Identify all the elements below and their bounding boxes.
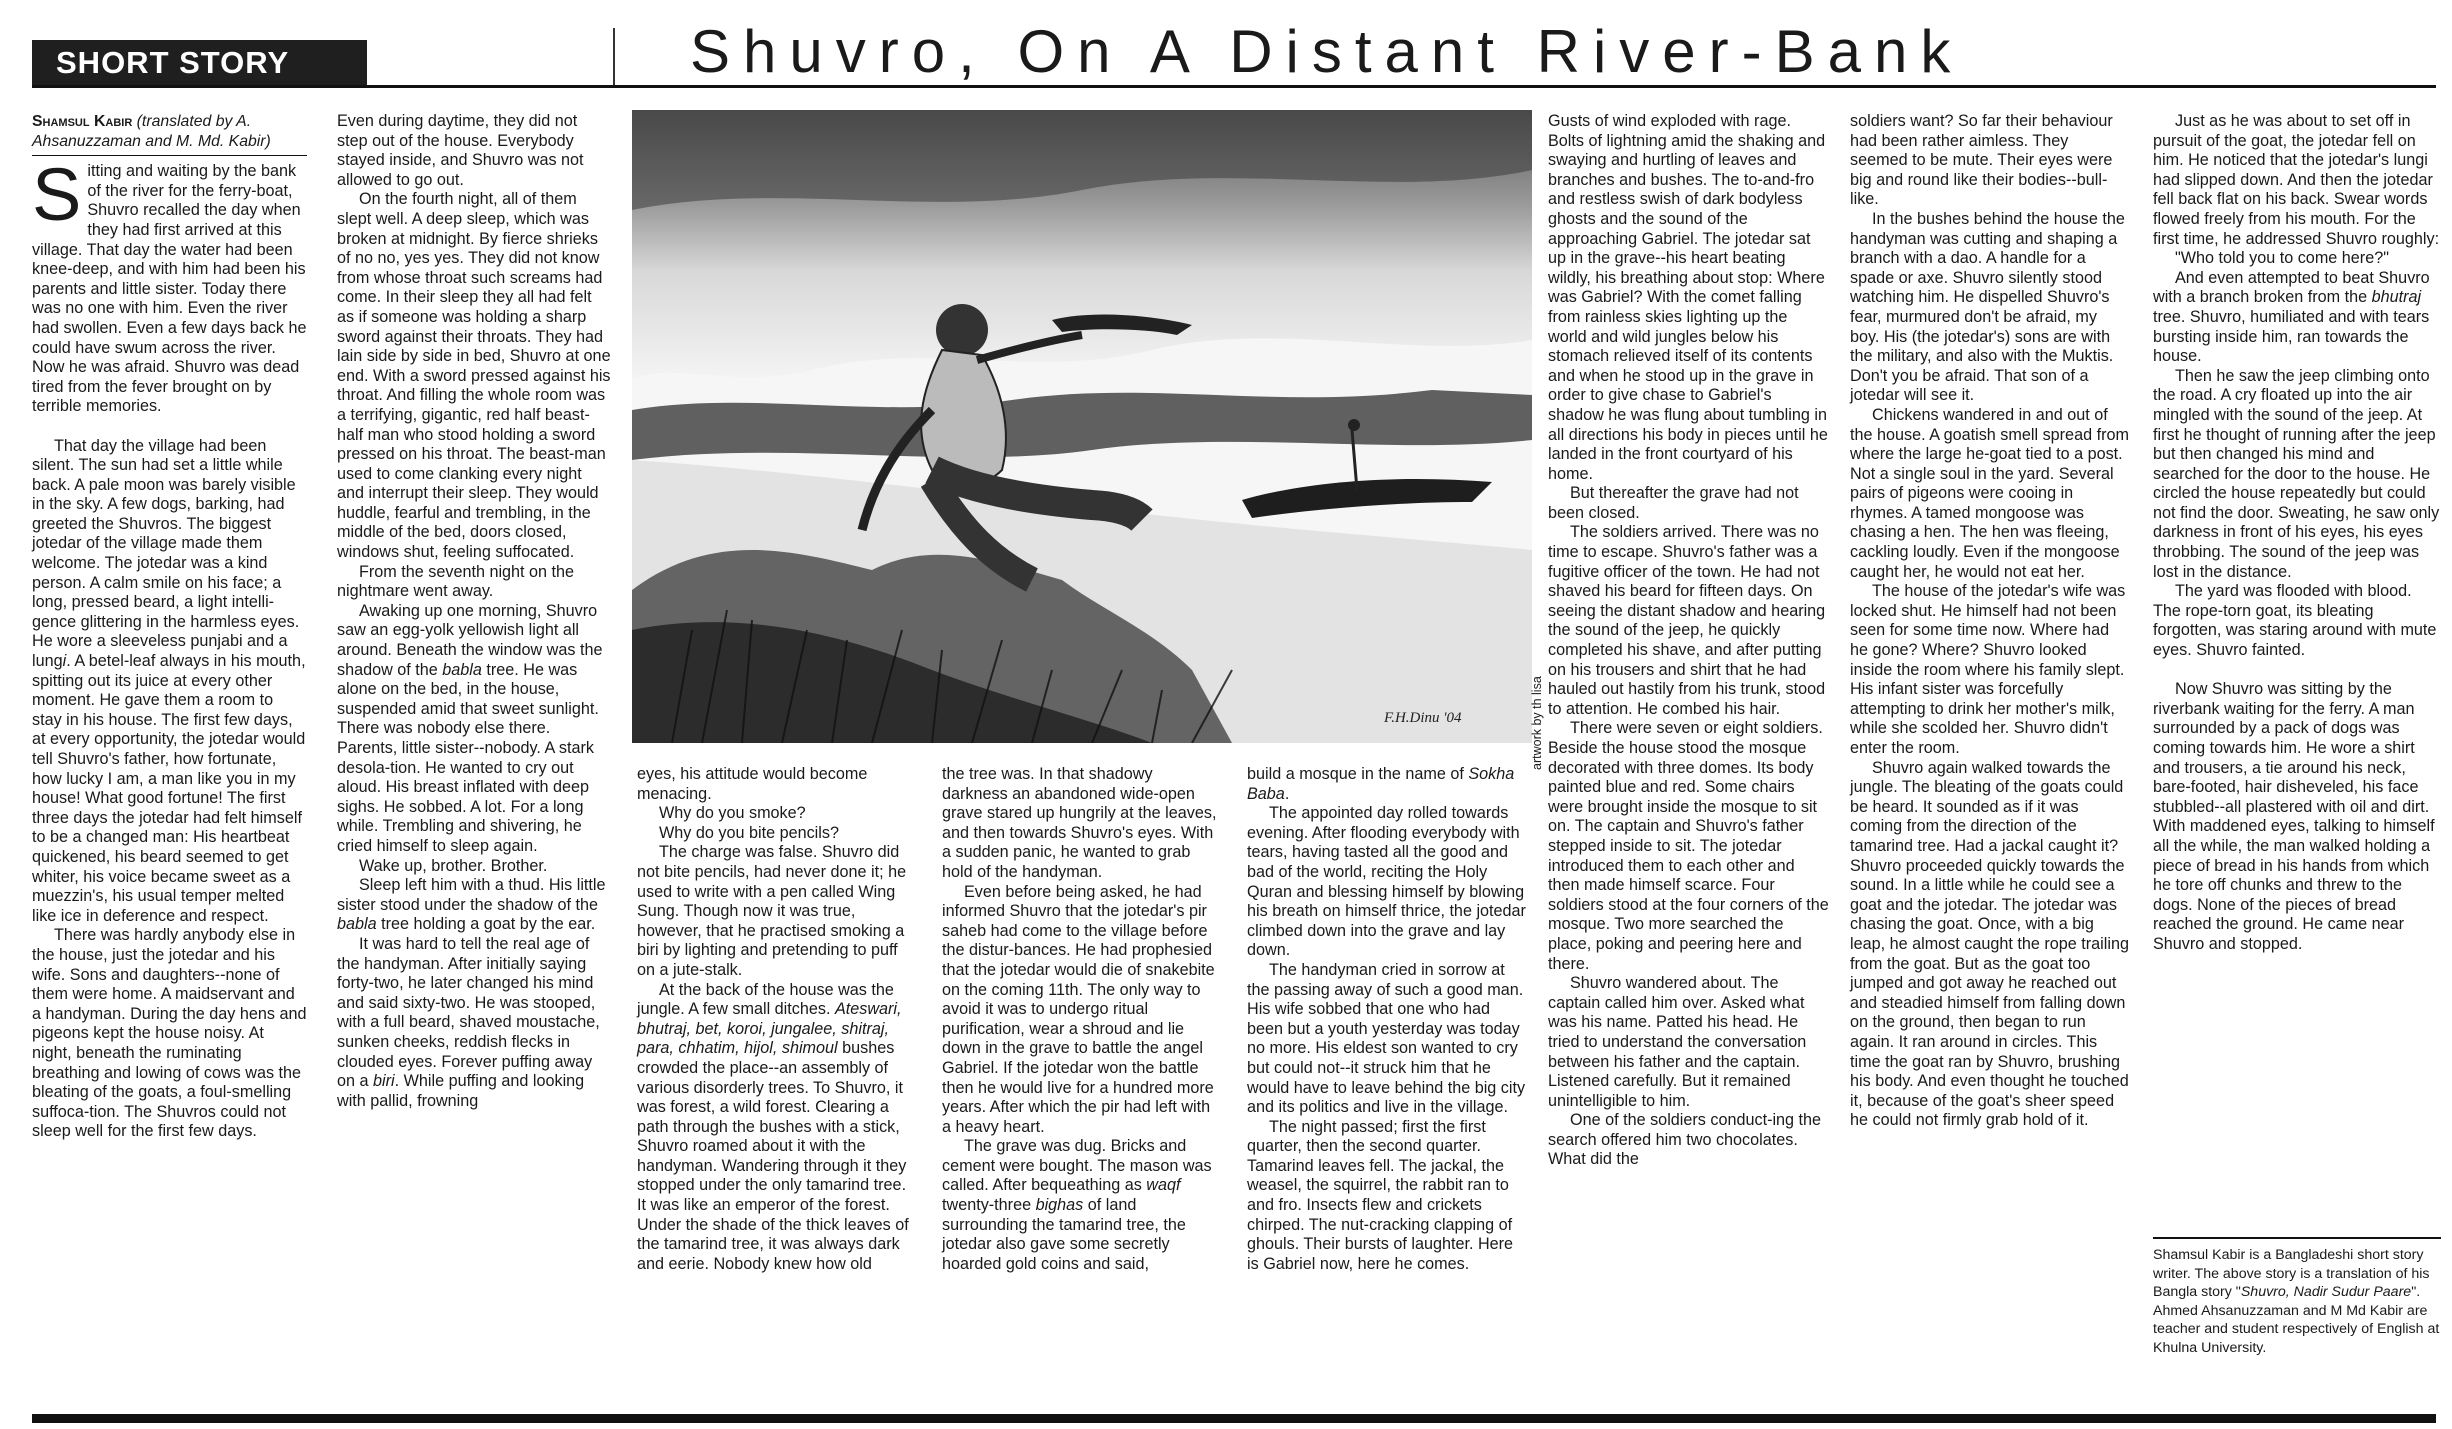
paragraph: The night passed; first the first quarter, then the second quarter. Tamarind leaves fell. The jackal, the weasel, the squirrel, the rabbit ran to and fro. Insects flew and crickets chirped. The nut-cracking clapping of ghouls. Their bursts of laughter. Here is Gabriel now, here he comes. [1247, 1117, 1514, 1273]
paragraph: There was hardly anybody else in the house, just the jotedar and his wife. Sons and daughters--none of them were home. A maidservant and a handyman. During the day hens and pigeons kept the house noisy. At night, beneath the ruminating breathing and lowing of cows was the bleating of the goats, a foul-smelling suffoca-tion. The Shuvros could not sleep well for the first few days. [32, 926, 307, 1141]
paragraph: Sleep left him with a thud. His little sister stood under the shadow of the babla tree holding a goat by the ear. [337, 876, 606, 934]
paragraph: The appointed day rolled towards evening. After flooding everybody with tears, having tasted all the good and bad of the world, reciting the Holy Quran and blessing himself by blowing his breath on himself thrice, the jotedar climbed down into the grave and lay down. [1247, 804, 1526, 960]
paragraph: On the fourth night, all of them slept well. A deep sleep, which was broken at midnight. By fierce shrieks of no no, yes yes. They did not know from whose throat such screams had come. In their sleep they all had felt as if someone was holding a sharp sword against their throats. They had lain side by side in bed, Shuvro at one end. With a sword pressed against his throat. And filling the whole room was a terrifying, gigantic, red half beast-half man who stood holding a sword pressed on his throat. The beast-man used to come clanking every night and interrupt their sleep. They would huddle, fearful and trembling, in the middle of the bed, doors closed, windows shut, feeling suffocated. [337, 190, 611, 562]
paragraph: the tree was. In that shadowy darkness an abandoned wide-open grave stared up hungrily at the leaves, and then towards Shuvro's eyes. With a sudden panic, he wanted to grab hold of the handyman. [942, 765, 1217, 881]
paragraph: Shuvro again walked towards the jungle. The bleating of the goats could be heard. It sounded as if it was coming from the direction of the tamarind tree. Had a jackal caught it? Shuvro proceeded quickly towards the sound. In a little while he could see a goat and the jotedar. The jotedar was chasing the goat. Once, with a big leap, he almost caught the rope trailing from the goat. But as the goat too jumped and got away he reached out and steadied himself from falling down on the ground, then began to run again. It ran around in circles. This time the goat ran by Shuvro, brushing his body. And even thought he touched it, because of the goat's sheer speed he could not firmly grab hold of it. [1850, 758, 2129, 1130]
column-4 [942, 765, 1222, 1274]
paragraph: Even during daytime, they did not step out of the house. Everybody stayed inside, and Shuvro was not allowed to go out. [337, 112, 584, 189]
paragraph: The house of the jotedar's wife was locked shut. He himself had not been seen for some time now. Where had he gone? Where? Shuvro looked inside the room where his family slept. His infant sister was forcefully attempting to drink her mother's milk, while she scolded her. Shuvro didn't enter the room. [1850, 582, 2126, 757]
artwork-credit: artwork by th lisa [1530, 676, 1544, 770]
paragraph: The handyman cried in sorrow at the passing away of such a good man. His wife sobbed that one who had been but a youth yesterday was today no more. His eldest son wanted to cry but could not--it struck him that he would have to leave behind the big city and its politics and live in the village. [1247, 960, 1526, 1117]
paragraph: The soldiers arrived. There was no time to escape. Shuvro's father was a fugitive officer of the town. He had not shaved his beard for fifteen days. On seeing the distant shadow and hearing the sound of the jeep, he quickly completed his shave, and after putting on his trousers and shirt that he had hauled out hastily from his trunk, stood to attention. He combed his hair. [1548, 523, 1826, 718]
bio-rule [2153, 1237, 2441, 1239]
paragraph: Shuvro wandered about. The captain called him over. Asked what was his name. Patted his head. He tried to understand the conversation between his father and the captain. Listened carefully. But it remained unintelligible to him. [1548, 974, 1807, 1110]
paragraph: Awaking up one morning, Shuvro saw an egg-yolk yellowish light all around. Beneath the window was the shadow of the babla tree. He was alone on the bed, in the house, suspended amid that sweet sunlight. There was nobody else there. Parents, little sister--nobody. A stark desola-tion. He wanted to cry out aloud. His breast inflated with deep sighs. He sobbed. A lot. For a long while. Trembling and shivering, he cried himself to sleep again. [337, 601, 603, 855]
column-1 [32, 112, 307, 1142]
column-7 [1850, 112, 2130, 1131]
paragraph: Then he saw the jeep climbing onto the road. A cry floated up into the air mingled with the sound of the jeep. At first he thought of running after the jeep but then changed his mind and searched for the door to the house. He circled the house repeatedly but could not find the door. Sweating, he saw only darkness in front of his eyes, his eyes throbbing. The sound of the jeep was lost in the distance. [2153, 366, 2440, 581]
paragraph: Even before being asked, he had informed Shuvro that the jotedar's pir saheb had come to the village before the distur-bances. He had prophesied that the jotedar would die of snakebite on the coming 11th. The only way to avoid it was to undergo ritual purification, wear a shroud and lie down in the grave to battle the angel Gabriel. If the jotedar won the battle then he would live for a hundred more years. After which the pir had left with a heavy heart. [942, 882, 1215, 1136]
byline [32, 112, 307, 156]
column-5 [1247, 765, 1527, 1274]
top-rule [32, 85, 2436, 88]
paragraph: Chickens wandered in and out of the house. A goatish smell spread from where the large he-goat tied to a post. Not a single soul in the yard. Several pairs of pigeons were cooing in rhymes. A tamed mongoose was chasing a hen. The hen was fleeing, cackling loudly. Even if the mongoose caught her, he would not eat her. [1850, 405, 2129, 581]
paragraph: From the seventh night on the nightmare went away. [337, 562, 575, 601]
paragraph: Why do you bite pencils? [659, 823, 839, 842]
column-6 [1548, 112, 1830, 1170]
column-2 [337, 112, 612, 1111]
paragraph: "Who told you to come here?" [2175, 249, 2389, 268]
paragraph: Now Shuvro was sitting by the riverbank waiting for the ferry. A man surrounded by a pack of dogs was coming towards him. He wore a shirt and trousers, a tie around his neck, bare-footed, hair disheveled, his face stubbled--all plastered with oil and dirt. With maddened eyes, talking to himself all the while, the man walked holding a piece of bread in his hands from which he tore off chunks and threw to the dogs. None of the pieces of bread reached the ground. He came near Shuvro and stopped. [2153, 680, 2435, 953]
artist-signature: F.H.Dinu '04 [1384, 710, 1462, 726]
byline-author: Shamsul Kabir [32, 113, 133, 130]
column-3 [637, 765, 917, 1274]
paragraph: The yard was flooded with blood. The rope-torn goat, its bleating forgotten, was staring around with mute eyes. Shuvro fainted. [2153, 582, 2437, 660]
paragraph: Just as he was about to set off in pursuit of the goat, the jotedar fell on him. He noticed that the jotedar's lungi had slipped down. And then the jotedar fell back flat on his back. Swear words flowed freely from his mouth. For the first time, he addressed Shuvro roughly: [2153, 112, 2440, 248]
paragraph: Sitting and waiting by the bank of the river for the ferry-boat, Shuvro recalled the day when they had first arrived at this village. That day the water had been knee-deep, and with him had been his parents and little sister. Today there was no one with him. Even the river had swollen. Even a few days back he could have swum across the river. Now he was afraid. Shuvro was dead tired from the fever brought on by terrible memories. [32, 153, 307, 416]
header-divider [613, 28, 615, 86]
paragraph: But thereafter the grave had not been closed. [1548, 484, 1799, 522]
paragraph: That day the village had been silent. The sun had set a little while back. A pale moon was barely visible in the sky. A few dogs, barking, had greeted the Shuvros. The biggest jotedar of the village made them welcome. The jotedar was a kind person. A calm smile on his face; a long, pressed beard, a light intelli-gence glittering in the harmless eyes. He wore a sleeveless punjabi and a lungi. A betel-leaf always in his mouth, spitting out its juice at every other moment. He gave them a room to stay in his house. The first few days, at every opportunity, the jotedar would tell Shuvro's father, how fortunate, how lucky I am, a man like you in my house! What good fortune! The first three days the jotedar had felt himself to be a changed man: His heartbeat quickened, his beard seemed to get whiter, his voice became sweet as a muezzin's, his usual temper melted like ice in deference and respect. [32, 436, 306, 925]
byline-translator: (translated by A. Ahsanuzzaman and M. Md. Kabir) [32, 113, 271, 150]
paragraph: At the back of the house was the jungle. A few small ditches. Ateswari, bhutraj, bet, koroi, jungalee, shitraj, para, chhatim, hijol, shimoul bushes crowded the place--an assembly of various disorderly trees. To Shuvro, it was forest, a wild forest. Clearing a path through the bushes with a stick, Shuvro roamed about it with the handyman. Wandering through it they stopped under the only tamarind tree. It was like an emperor of the forest. Under the shade of the thick leaves of the tamarind tree, it was always dark and eerie. Nobody knew how old [637, 980, 909, 1273]
paragraph: Why do you smoke? [659, 804, 806, 823]
bottom-rule [32, 1414, 2436, 1423]
paragraph: One of the soldiers conduct-ing the search offered him two chocolates. What did the [1548, 1111, 1822, 1169]
paragraph: It was hard to tell the real age of the handyman. After initially saying forty-two, he later changed his mind and said sixty-two. He was stooped, with a full beard, shaved moustache, sunken cheeks, reddish flecks in clouded eyes. Forever puffing away on a biri. While puffing and looking with pallid, frowning [337, 934, 600, 1110]
story-illustration [632, 110, 1532, 743]
paragraph: eyes, his attitude would become menacing. [637, 765, 868, 803]
paragraph: The grave was dug. Bricks and cement were bought. The mason was called. After bequeathing as waqf twenty-three bighas of land surrounding the tamarind tree, the jotedar also gave some secretly hoarded gold coins and said, [942, 1137, 1212, 1273]
drop-cap: S [32, 153, 82, 237]
column-8 [2153, 112, 2441, 955]
headline: Shuvro, On A Distant River-Bank [690, 18, 1964, 85]
paragraph: Gusts of wind exploded with rage. Bolts of lightning amid the shaking and swaying and hurtling of leaves and branches and bushes. The to-and-fro and restless swish of dark bodyless ghosts and the sound of the approaching Gabriel. The jotedar sat up in the grave--his heart beating wildly, his breathing about stop: Where was Gabriel? With the comet falling from rainless skies lighting up the world and wild jungles below his stomach relieved itself of its contents and when he stood up in the grave in order to give chase to Gabriel's shadow he was flung about tumbling in all directions his body in pieces until he landed in the front courtyard of his home. [1548, 112, 1828, 483]
paragraph: And even attempted to beat Shuvro with a branch broken from the bhutraj tree. Shuvro, humiliated and with tears bursting inside him, ran towards the house. [2153, 268, 2430, 366]
section-label: SHORT STORY [32, 40, 367, 86]
paragraph: There were seven or eight soldiers. Beside the house stood the mosque decorated with three domes. Its body painted blue and red. Some chairs were brought inside the mosque to sit on. The captain and Shuvro's father stepped inside to sit. The jotedar introduced them to each other and then made himself scarce. Four soldiers stood at the four corners of the mosque. Two more searched the place, poking and peering here and there. [1548, 719, 1829, 973]
paragraph: soldiers want? So far their behaviour had been rather aimless. They seemed to be mute. Their eyes were big and round like their bodies--bull-like. [1850, 112, 2113, 209]
paragraph: Wake up, brother. Brother. [359, 856, 548, 875]
paragraph: build a mosque in the name of Sokha Baba. [1247, 765, 1515, 803]
author-bio: Shamsul Kabir is a Bangladeshi short story writer. The above story is a translation of his Bangla story "Shuvro, Nadir Sudur Paare". Ahmed Ahsanuzzaman and M Md Kabir are teacher and student respectively of English at Khulna University. [2153, 1247, 2440, 1356]
paragraph: The charge was false. Shuvro did not bite pencils, had never done it; he used to write with a pen called Wing Sung. Though now it was true, however, that he practised smoking a biri by lighting and pretending to puff on a jute-stalk. [637, 843, 907, 979]
paragraph: In the bushes behind the house the handyman was cutting and shaping a branch with a dao. A handle for a spade or axe. Shuvro silently stood watching him. He dispelled Shuvro's fear, murmured don't be afraid, my boy. His (the jotedar's) sons are with the military, and also with the Muktis. Don't you be afraid. That son of a jotedar will see it. [1850, 209, 2125, 405]
